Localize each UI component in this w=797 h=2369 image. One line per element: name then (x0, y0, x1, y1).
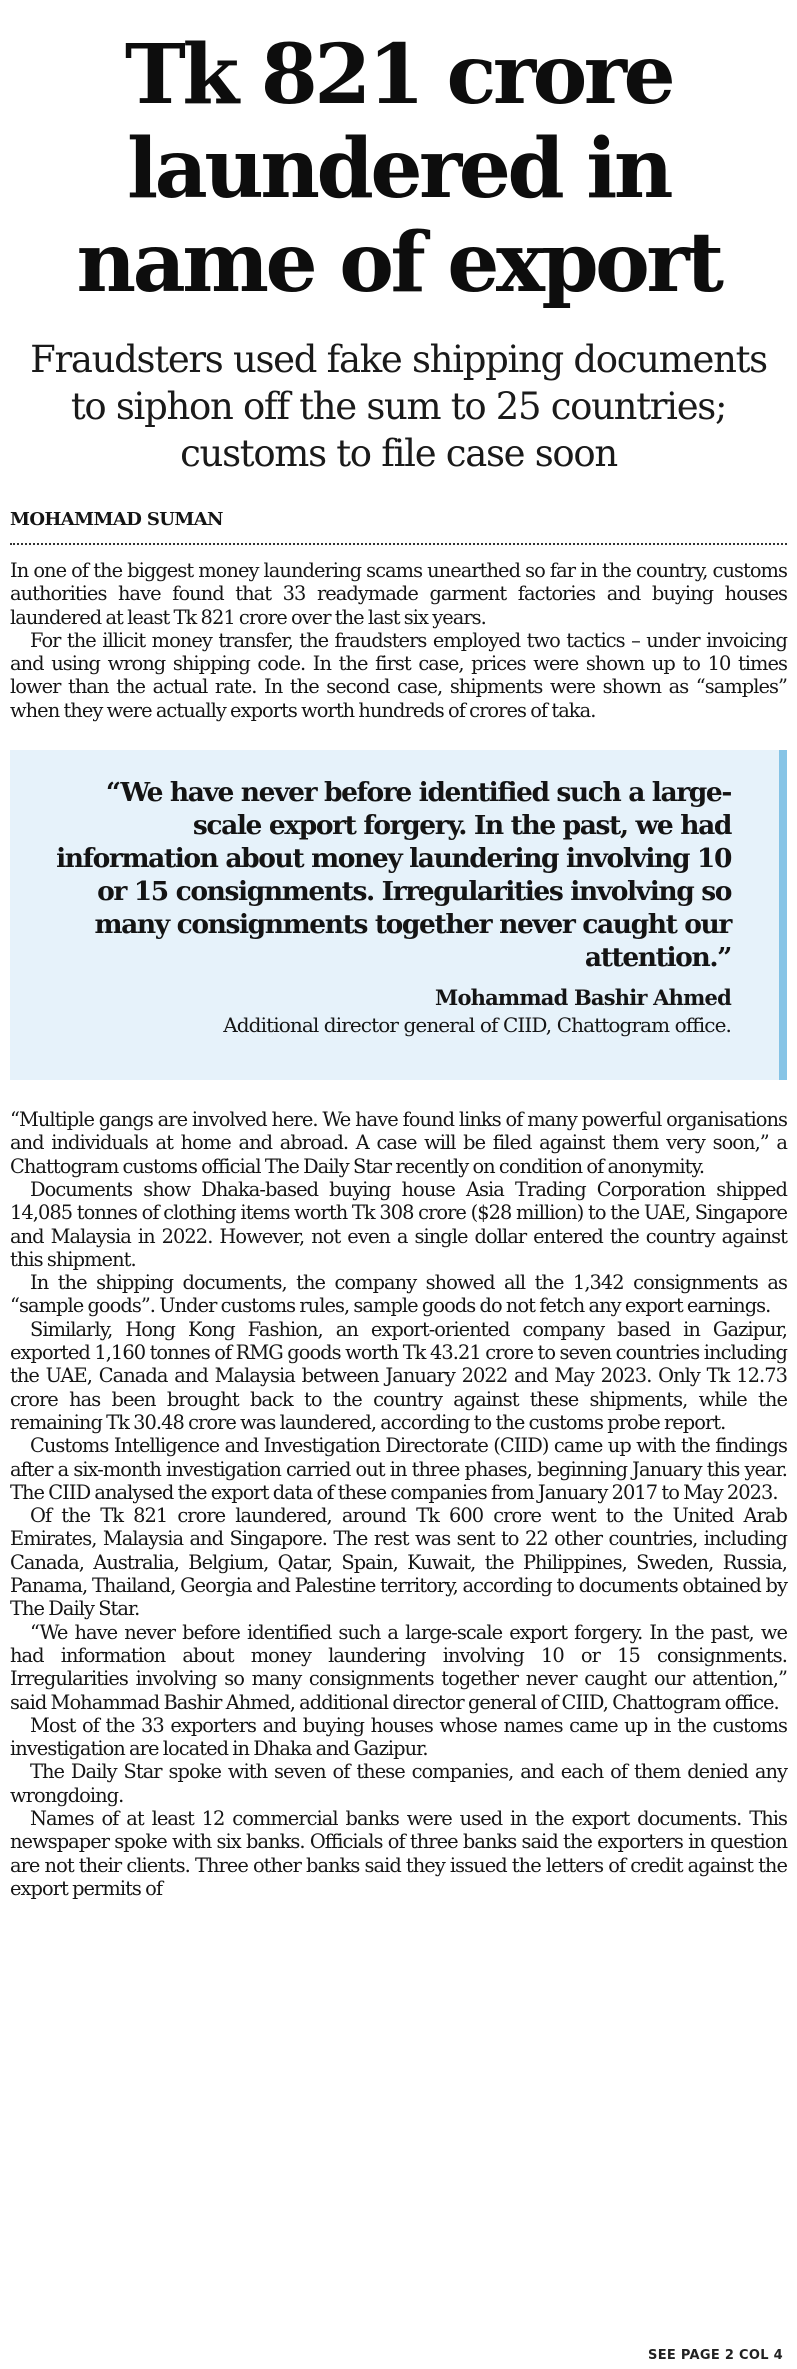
body-paragraph: Similarly, Hong Kong Fashion, an export-oriented company based in Gazipur, exported 1,160 tonnes of RMG goods worth Tk 43.21 crore to seven countries including the UAE, Canada and Malaysia between January 2022 and May 2023. Only Tk 12.73 crore has been brought back to the country against these shipments, while the remaining Tk 30.48 crore was laundered, according to the customs probe report. (10, 1317, 787, 1434)
body-paragraph: In the shipping documents, the company showed all the 1,342 consignments as “sample goods”. Under customs rules, sample goods do not fetch any export earnings. (10, 1271, 787, 1318)
pull-quote-box (10, 750, 787, 1080)
headline (10, 28, 787, 310)
pull-quote-text: “We have never before identified such a large-scale export forgery. In the past, we had information about money laundering involving 10 or 15 consignments. Irregularities involving so many consignments together never caught our attention.” (56, 777, 731, 974)
byline: MOHAMMAD SUMAN (10, 509, 223, 530)
continued-on-page-link[interactable]: SEE PAGE 2 COL 4 (648, 2348, 783, 2363)
body-paragraph: “Multiple gangs are involved here. We have found links of many powerful organisations and individuals at home and abroad. A case will be filed against them very soon,” a Chattogram customs official The Daily Star recently on condition of anonymity. (10, 1108, 787, 1178)
body-paragraph: Customs Intelligence and Investigation Directorate (CIID) came up with the findings after a six-month investigation carried out in three phases, beginning January this year. The CIID analysed the export data of these companies from January 2017 to May 2023. (10, 1434, 787, 1504)
pull-quote-attribution-title: Additional director general of CIID, Chattogram office. (223, 1013, 731, 1038)
intro-paragraph-1: In one of the biggest money laundering scams unearthed so far in the country, customs authorities have found that 33 readymade garment factories and buying houses laundered at least Tk 821 crore over the last six years. (10, 559, 787, 629)
article-body (10, 1108, 787, 1900)
body-paragraph: Of the Tk 821 crore laundered, around Tk 600 crore went to the United Arab Emirates, Malaysia and Singapore. The rest was sent to 22 other countries, including Canada, Australia, Belgium, Qatar, Spain, Kuwait, the Philippines, Sweden, Russia, Panama, Thailand, Georgia and Palestine territory, according to documents obtained by The Daily Star. (10, 1504, 787, 1621)
body-paragraph: “We have never before identified such a large-scale export forgery. In the past, we had information about money laundering involving 10 or 15 consignments. Irregularities involving so many consignments together never caught our attention,” said Mohammad Bashir Ahmed, additional director general of CIID, Chattogram office. (10, 1620, 787, 1714)
intro-paragraph-2: For the illicit money transfer, the fraudsters employed two tactics – under invoicing and using wrong shipping code. In the first case, prices were shown up to 10 times lower than the actual rate. In the second case, shipments were shown as “samples” when they were actually exports worth hundreds of crores of taka. (10, 628, 787, 722)
headline-line-1: Tk 821 crore (124, 27, 673, 123)
intro-text (10, 559, 787, 722)
headline-line-3: name of export (76, 215, 721, 311)
body-paragraph: Names of at least 12 commercial banks were used in the export documents. This newspaper spoke with six banks. Officials of three banks said the exporters in question are not their clients. Three other banks said they issued the letters of credit against the export permits of (10, 1806, 787, 1900)
body-paragraph: The Daily Star spoke with seven of these companies, and each of them denied any wrongdoing. (10, 1760, 787, 1807)
pull-quote-attribution-name: Mohammad Bashir Ahmed (435, 985, 731, 1011)
body-paragraph: Documents show Dhaka-based buying house Asia Trading Corporation shipped 14,085 tonnes of clothing items worth Tk 308 crore ($28 million) to the UAE, Singapore and Malaysia in 2022. However, not even a single dollar entered the country against this shipment. (10, 1177, 787, 1271)
byline-divider (10, 543, 787, 545)
subheadline: Fraudsters used fake shipping documents to siphon off the sum to 25 countries; customs to file case soon (30, 338, 767, 475)
body-paragraph: Most of the 33 exporters and buying houses whose names came up in the customs investigation are located in Dhaka and Gazipur. (10, 1713, 787, 1761)
headline-line-2: laundered in (126, 121, 671, 217)
